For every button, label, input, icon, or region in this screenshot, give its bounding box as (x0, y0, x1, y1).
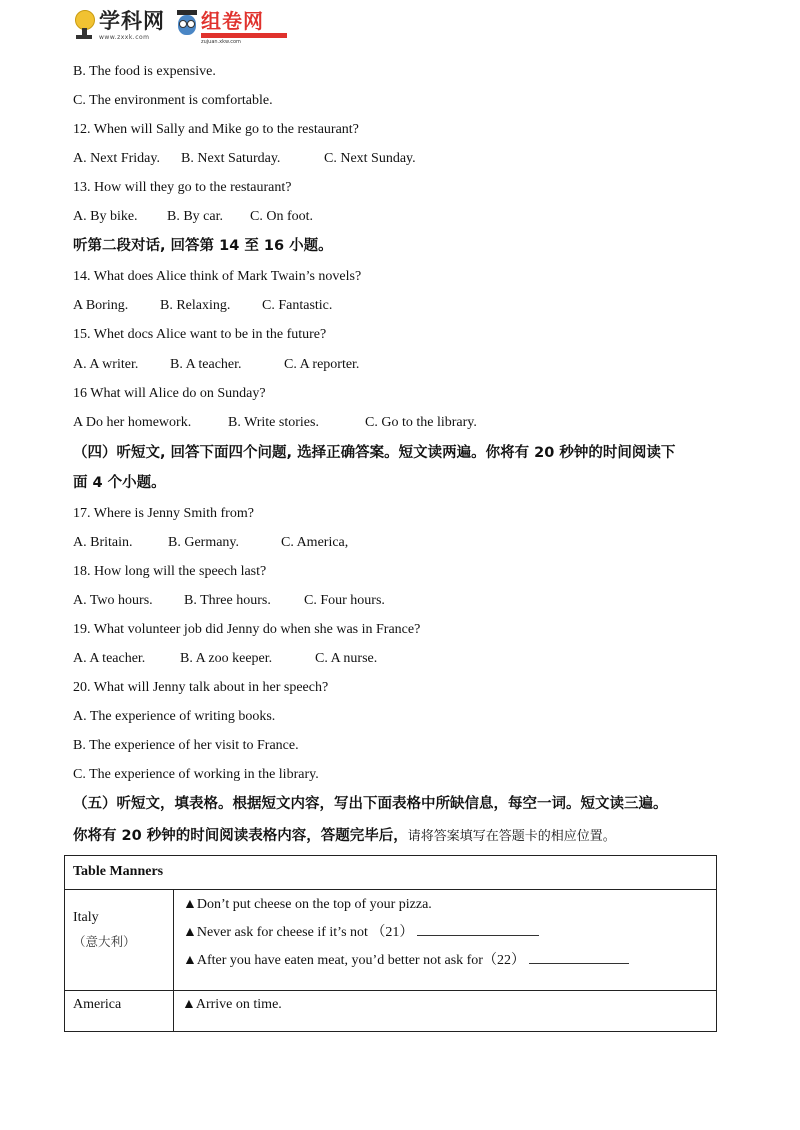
answer-option: A. Britain. (73, 535, 133, 550)
instruction-normal-part: 请将答案填写在答题卡的相应位置。 (407, 829, 616, 844)
answer-option: C. Four hours. (304, 593, 385, 608)
answer-option: C. A reporter. (284, 357, 360, 372)
rule-item (183, 921, 716, 942)
answer-option: C. Fantastic. (262, 298, 333, 313)
logo1-url: www.zxxk.com (99, 34, 150, 41)
question-line (73, 766, 319, 784)
instruction-bold-part: 你将有 20 秒钟的时间阅读表格内容，答题完毕后， (73, 828, 408, 844)
answer-option: A. Next Friday. (73, 151, 160, 166)
owl-icon (176, 10, 198, 38)
table-row-italy (65, 890, 717, 991)
zxxk-logo (72, 10, 165, 41)
line-text: 20. What will Jenny talk about in her speech? (73, 680, 329, 695)
question-line (73, 268, 361, 286)
logo2-bar (201, 33, 287, 38)
answer-option: C. A nurse. (315, 651, 378, 666)
question-line (73, 737, 299, 755)
zujuan-logo (176, 10, 287, 45)
line-text: 19. What volunteer job did Jenny do when she was in France? (73, 622, 421, 637)
logo2-title: 组卷网 (201, 9, 264, 33)
answer-option: A. Two hours. (73, 593, 153, 608)
line-text: C. The experience of working in the library. (73, 767, 319, 782)
rule-text: ▲Never ask for cheese if it’s not （21） (183, 925, 414, 940)
country-cell-america: America (65, 991, 174, 1032)
line-text: B. The food is expensive. (73, 64, 216, 79)
country-name-italy: Italy (73, 910, 99, 925)
answer-option: A. By bike. (73, 209, 138, 224)
section-instruction (73, 237, 333, 255)
line-text: 14. What does Alice think of Mark Twain’s novels? (73, 269, 362, 284)
country-cell-italy (65, 890, 174, 991)
table-title: Table Manners (65, 856, 717, 890)
answer-blank-21[interactable] (417, 921, 539, 936)
question-line (73, 92, 273, 110)
question-line (73, 505, 254, 523)
line-text: C. The environment is comfortable. (73, 93, 273, 108)
answer-option: B. A teacher. (170, 357, 242, 372)
country-name-italy-cn: （意大利） (73, 934, 136, 949)
answer-option: B. Three hours. (184, 593, 271, 608)
table-row-america (65, 991, 717, 1032)
answer-option: A. A writer. (73, 357, 139, 372)
line-text: B. The experience of her visit to France. (73, 738, 299, 753)
answer-option: A Boring. (73, 298, 129, 313)
question-line (73, 708, 275, 726)
answer-blank-22[interactable] (529, 949, 629, 964)
line-text: 13. How will they go to the restaurant? (73, 180, 292, 195)
line-text: 17. Where is Jenny Smith from? (73, 506, 254, 521)
answer-option: B. Write stories. (228, 415, 319, 430)
line-text: 15. Whet docs Alice want to be in the future? (73, 327, 327, 342)
rule-text: ▲Don’t put cheese on the top of your pizza. (183, 897, 432, 912)
question-line (73, 326, 326, 344)
section-instruction (73, 444, 675, 462)
line-text: 听第二段对话, 回答第 14 至 16 小题。 (73, 238, 333, 254)
line-text: 面 4 个小题。 (73, 475, 166, 491)
answer-option: A. A teacher. (73, 651, 146, 666)
question-line (73, 385, 266, 403)
rule-text: ▲After you have eaten meat, you’d better not ask for（22） (183, 953, 525, 968)
line-text: （五）听短文，填表格。根据短文内容，写出下面表格中所缺信息，每空一词。短文读三遍。 (73, 796, 668, 812)
line-text: 16 What will Alice do on Sunday? (73, 386, 266, 401)
rules-cell-america: ▲Arrive on time. (174, 991, 717, 1032)
answer-option: C. America, (281, 535, 349, 550)
header-logos (72, 10, 292, 50)
rule-item (183, 949, 716, 970)
answer-option: A Do her homework. (73, 415, 192, 430)
trophy-icon (72, 10, 96, 40)
logo2-url: zujuan.xkw.com (201, 39, 241, 45)
line-text: 18. How long will the speech last? (73, 564, 267, 579)
line-text: A. The experience of writing books. (73, 709, 276, 724)
answer-option: B. Germany. (168, 535, 240, 550)
answer-option: B. By car. (167, 209, 223, 224)
question-line (73, 679, 328, 697)
answer-option: C. On foot. (250, 209, 313, 224)
answer-option: B. A zoo keeper. (180, 651, 273, 666)
answer-option: B. Next Saturday. (181, 151, 281, 166)
question-line (73, 179, 292, 197)
section-instruction (73, 795, 668, 813)
question-line (73, 621, 420, 639)
section-5-instruction-line2 (73, 827, 616, 846)
rules-cell-italy (174, 890, 717, 991)
line-text: 12. When will Sally and Mike go to the restaurant? (73, 122, 359, 137)
line-text: （四）听短文, 回答下面四个问题, 选择正确答案。短文读两遍。你将有 20 秒钟的时间阅读下 (73, 445, 676, 461)
table-manners (64, 855, 717, 1032)
answer-option: C. Go to the library. (365, 415, 477, 430)
rule-item (183, 896, 716, 914)
question-line (73, 121, 359, 139)
logo1-title: 学科网 (99, 9, 165, 33)
section-instruction (73, 474, 166, 492)
answer-option: C. Next Sunday. (324, 151, 416, 166)
answer-option: B. Relaxing. (160, 298, 231, 313)
question-line (73, 563, 266, 581)
question-line (73, 63, 216, 81)
